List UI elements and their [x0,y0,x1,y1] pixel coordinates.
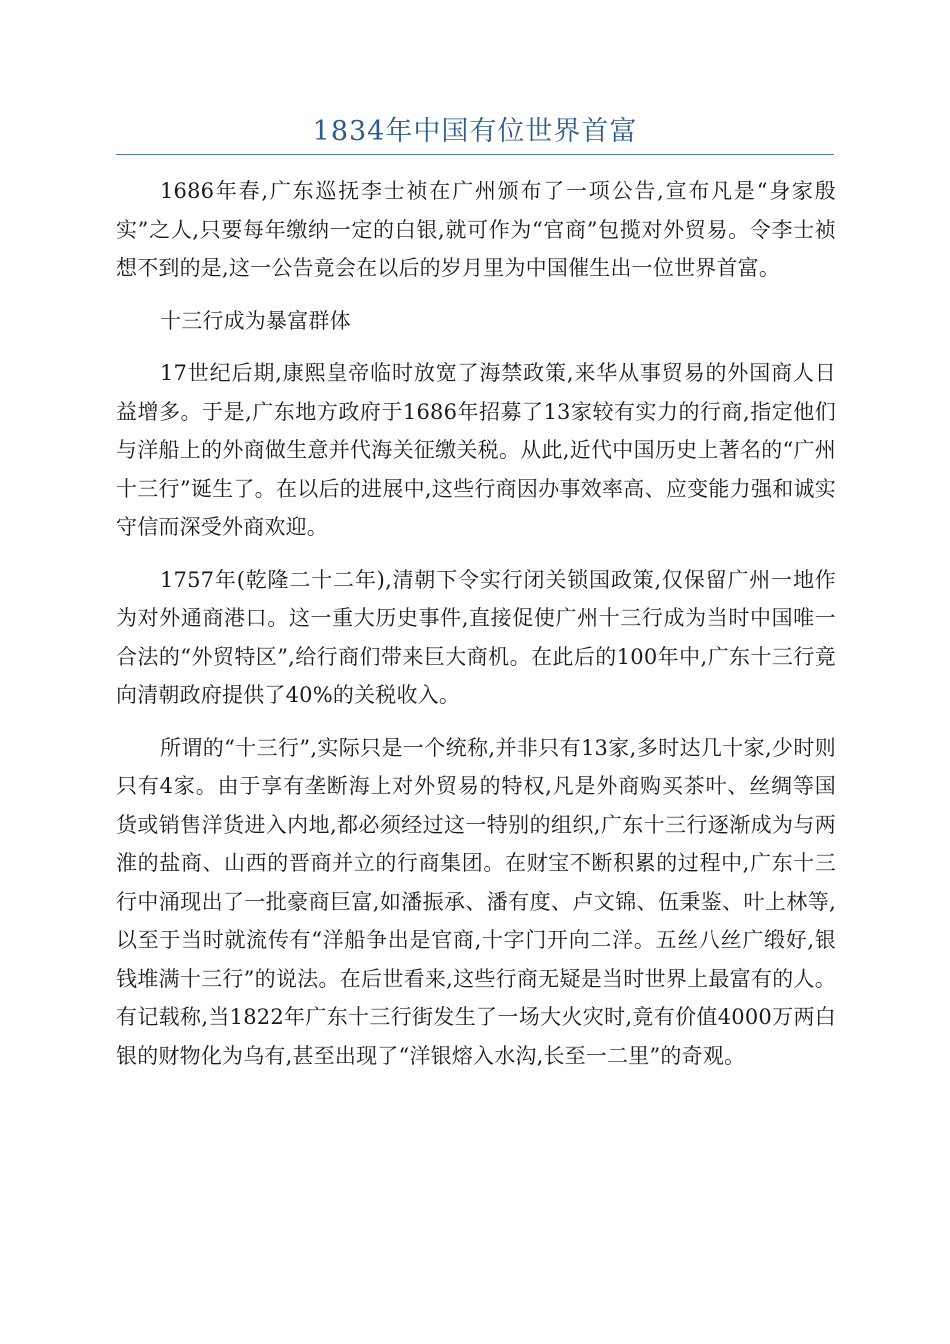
document-title: 1834年中国有位世界首富 [312,116,638,147]
paragraph-thirteen-hongs: 所谓的“十三行”,实际只是一个统称,并非只有13家,多时达几十家,少时则只有4家。由于享有垄断海上对外贸易的特权,凡是外商购买茶叶、丝绸等国货或销售洋货进入内地,都必须经过这一特别的组织,广东十三行逐渐成为与两淮的盐商、山西的晋商并立的行商集团。在财宝不断积累的过程中,广东十三行中涌现出了一批豪商巨富,如潘振承、潘有度、卢文锦、伍秉鉴、叶上林等,以至于当时就流传有“洋船争出是官商,十字门开向二洋。五丝八丝广缎好,银钱堆满十三行”的说法。在后世看来,这些行商无疑是当时世界上最富有的人。有记载称,当1822年广东十三行街发生了一场大火灾时,竟有价值4000万两白银的财物化为乌有,甚至出现了“洋银熔入水沟,长至一二里”的奇观。 [116,735,836,1068]
paragraph-qianlong: 1757年(乾隆二十二年),清朝下令实行闭关锁国政策,仅保留广州一地作为对外通商港口。这一重大历史事件,直接促使广州十三行成为当时中国唯一合法的“外贸特区”,给行商们带来巨大商机。在此后的100年中,广东十三行竟向清朝政府提供了40%的关税收入。 [116,567,836,707]
paragraph-kangxi: 17世纪后期,康熙皇帝临时放宽了海禁政策,来华从事贸易的外国商人日益增多。于是,广东地方政府于1686年招募了13家较有实力的行商,指定他们与洋船上的外商做生意并代海关征缴关税。从此,近代中国历史上著名的“广州十三行”诞生了。在以后的进展中,这些行商因办事效率高、应变能力强和诚实守信而深受外商欢迎。 [116,361,836,539]
paragraph-intro: 1686年春,广东巡抚李士祯在广州颁布了一项公告,宣布凡是“身家殷实”之人,只要每年缴纳一定的白银,就可作为“官商”包揽对外贸易。令李士祯想不到的是,这一公告竟会在以后的岁月里为中国催生出一位世界首富。 [116,179,836,280]
section-heading: 十三行成为暴富群体 [160,308,351,333]
title-underline [116,154,834,155]
document-body [116,172,836,1089]
